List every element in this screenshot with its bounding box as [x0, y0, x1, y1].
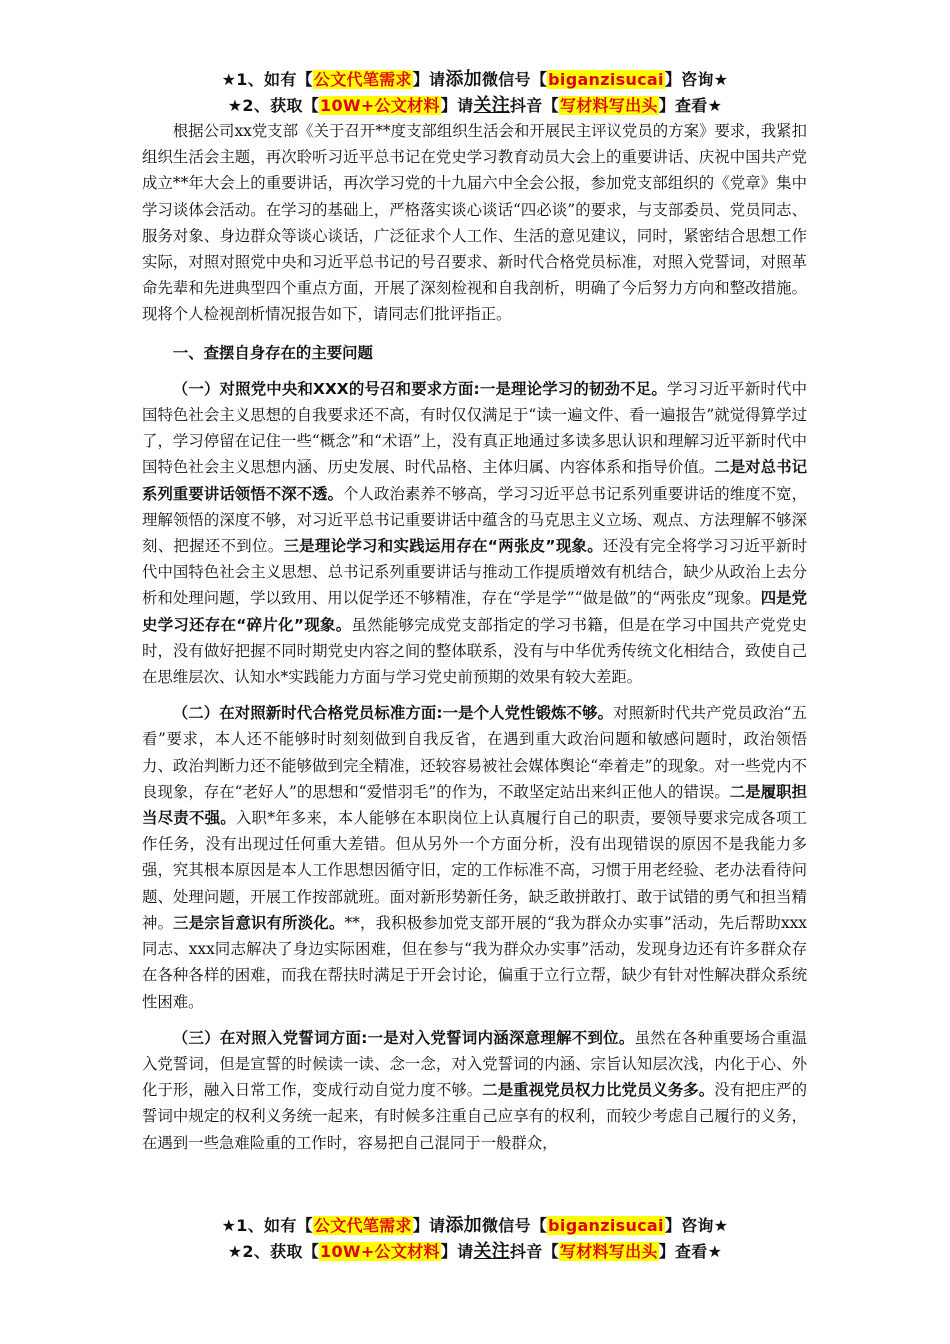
paragraph-3: （三）在对照入党誓词方面:一是对入党誓词内涵深意理解不到位。虽然在各种重要场合重温入党誓词，但是宣誓的时候读一读、念一念，对入党誓词的内涵、宗旨认知层次浅，内化于心、外化于形，融入日常工作，变成行动自觉力度不够。二是重视党员权力比党员义务多。没有把庄严的誓词中规定的权利义务统一起来，有时候多注重自己应享有的权利，而较少考虑自己履行的义务，在遇到一些急难险重的工作时，容易把自己混同于一般群众， [142, 1028, 807, 1152]
paragraph-1: （一）对照党中央和XXX的号召和要求方面:一是理论学习的韧劲不足。学习习近平新时代中国特色社会主义思想的自我要求还不高，有时仅仅满足于“读一遍文件、看一遍报告”就觉得算学过了，学习停留在记住一些“概念”和“术语”上，没有真正地通过多读多思认识和理解习近平新时代中国特色社会主义思想内涵、历史发展、时代品格、主体归属、内容体系和指导价值。二是对总书记系列重要讲话领悟不深不透。个人政治素养不够高，学习习近平总书记系列重要讲话的维度不宽，理解领悟的深度不够，对习近平总书记重要讲话中蕴含的马克思主义立场、观点、方法理解不够深刻、把握还不到位。三是理论学习和实践运用存在“两张皮”现象。还没有完全将学习习近平新时代中国特色社会主义思想、总书记系列重要讲话与推动工作提质增效有机结合，缺少从政治上去分析和处理问题，学以致用、用以促学还不够精准，存在“学是学”“做是做”的“两张皮”现象。四是党史学习还存在“碎片化”现象。虽然能够完成党支部指定的学习书籍，但是在学习中国共产党党史时，没有做好把握不同时期党史内容之间的整体联系，没有与中华优秀传统文化相结合，致使自己在思维层次、认知水*实践能力方面与学习党史前预期的效果有较大差距。 [142, 379, 807, 687]
promo-line-1-bottom: ★1、如有【公文代笔需求】请添加微信号【biganzisucai】咨询★ [221, 1215, 729, 1236]
highlight-douyin-id: 写材料写出头 [559, 1242, 658, 1261]
section-heading: 一、查摆自身存在的主要问题 [172, 343, 373, 362]
highlight-service: 公文代笔需求 [313, 1216, 412, 1235]
promo-line-2-bottom: ★2、获取【10W+公文材料】请关注抖音【写材料写出头】查看★ [227, 1241, 723, 1262]
paragraph-2: （二）在对照新时代合格党员标准方面:一是个人党性锻炼不够。对照新时代共产党员政治“五看”要求，本人还不能够时时刻刻做到自我反省，在遇到重大政治问题和敏感问题时，政治领悟力、政治判断力还不能够做到完全精准，还较容易被社会媒体舆论“牵着走”的现象。对一些党内不良现象，存在“老好人”的思想和“爱惜羽毛”的作为，不敢坚定站出来纠正他人的错误。二是履职担当尽责不强。入职*年多来，本人能够在本职岗位上认真履行自己的职责，要领导要求完成各项工作任务，没有出现过任何重大差错。但从另外一个方面分析，没有出现错误的原因不是我能力多强，究其根本原因是本人工作思想因循守旧，定的工作标准不高，习惯于用老经验、老办法看待问题、处理问题，开展工作按部就班。面对新形势新任务，缺乏敢拼敢打、敢于试错的勇气和担当精神。三是宗旨意识有所淡化。**，我积极参加党支部开展的“我为群众办实事”活动，先后帮助xxx同志、xxx同志解决了身边实际困难，但在参与“我为群众办实事”活动，发现身边还有许多群众存在各种各样的困难，而我在帮扶时满足于开会讨论，偏重于立行立帮，缺少有针对性解决群众系统性困难。 [142, 704, 807, 1011]
promo-line-1: ★1、如有【公文代笔需求】请添加微信号【biganzisucai】咨询★ [221, 69, 729, 90]
document-body [142, 118, 807, 1156]
highlight-service: 公文代笔需求 [313, 70, 412, 89]
highlight-materials: 10W+公文材料 [320, 1242, 440, 1261]
promo-banner-bottom [140, 1213, 810, 1265]
promo-line-2: ★2、获取【10W+公文材料】请关注抖音【写材料写出头】查看★ [227, 95, 723, 116]
highlight-wechat-id: biganzisucai [548, 1216, 664, 1235]
highlight-wechat-id: biganzisucai [548, 70, 664, 89]
highlight-douyin-id: 写材料写出头 [559, 96, 658, 115]
intro-paragraph: 根据公司xx党支部《关于召开**度支部组织生活会和开展民主评议党员的方案》要求，我紧扣组织生活会主题，再次聆听习近平总书记在党史学习教育动员大会上的重要讲话、庆祝中国共产党成立**年大会上的重要讲话，再次学习党的十九届六中全会公报，参加党支部组织的《党章》集中学习谈体会活动。在学习的基础上，严格落实谈心谈话“四必谈”的要求，与支部委员、党员同志、服务对象、身边群众等谈心谈话，广泛征求个人工作、生活的意见建议，同时，紧密结合思想工作实际，对照对照党中央和习近平总书记的号召要求、新时代合格党员标准，对照入党誓词，对照革命先辈和先进典型四个重点方面，开展了深刻检视和自我剖析，明确了今后努力方向和整改措施。现将个人检视剖析情况报告如下，请同志们批评指正。 [142, 122, 807, 324]
highlight-materials: 10W+公文材料 [320, 96, 440, 115]
promo-banner-top [140, 67, 810, 119]
